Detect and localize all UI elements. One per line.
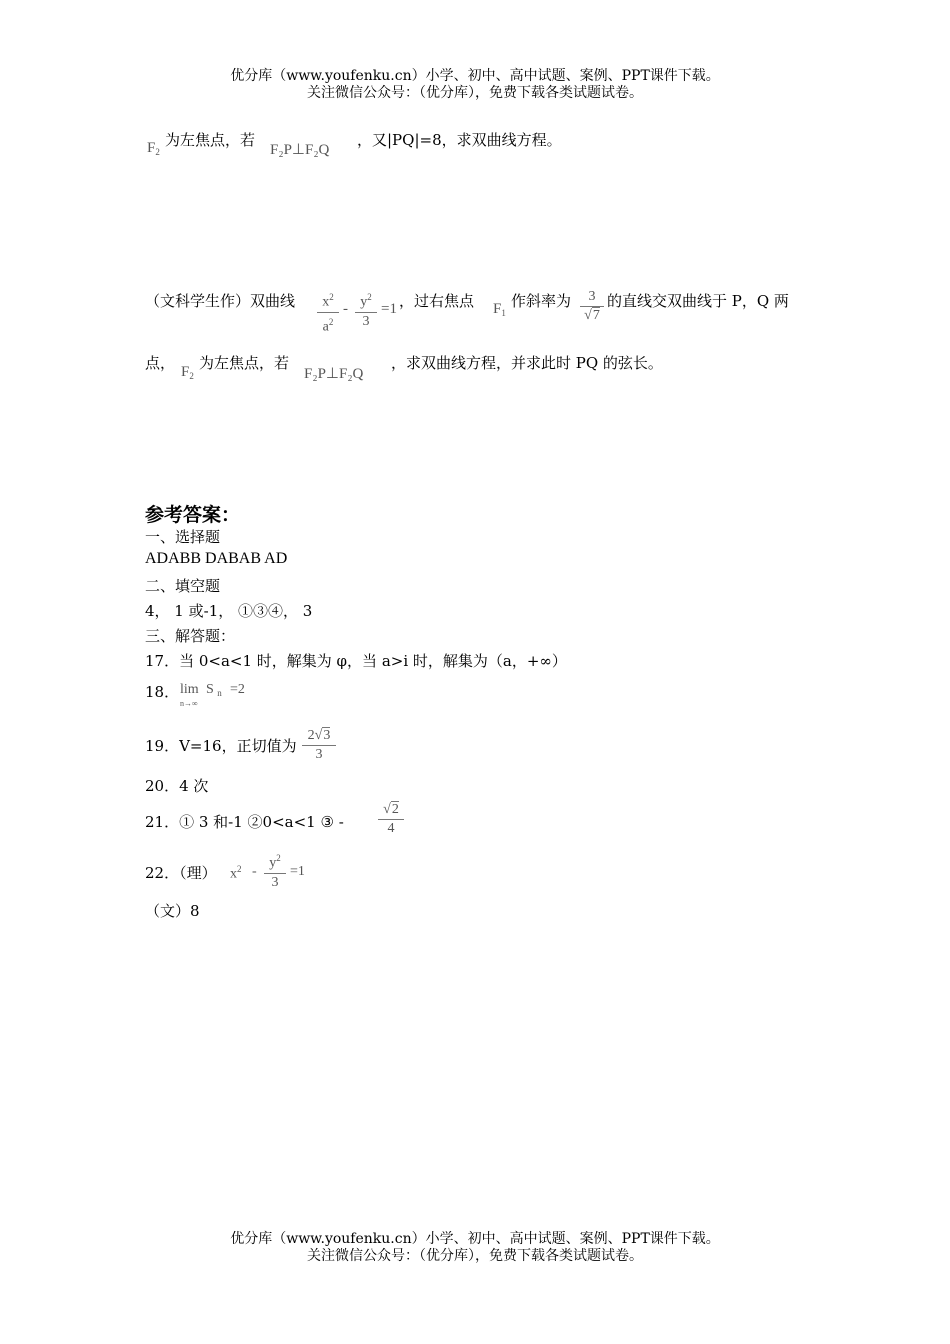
answer-21-fraction: $\frac{√2}{4}$ — [378, 801, 404, 838]
f2-symbol: $F_2$ — [147, 140, 160, 157]
wen-slope-text: 作斜率为 — [511, 292, 572, 310]
answer-22-minus: - — [252, 864, 257, 879]
equals-one: =1 — [381, 301, 397, 317]
answer-22-rhs: =1 — [290, 864, 305, 879]
answer-22-wen: （文）8 — [145, 902, 200, 920]
page-header — [0, 68, 950, 102]
perp-condition: F₂P⊥F₂Q — [270, 142, 330, 158]
fill-answers: 4， 1 或-1， ①③④， 3 — [145, 602, 313, 620]
answer-19-fraction: $\frac{2√3}{3}$ — [302, 727, 336, 764]
answer-17: 17．当 0<a<1 时，解集为 φ，当 a>i 时，解集为（a，+∞） — [145, 652, 567, 670]
header-line-1: 优分库（www.youfenku.cn）小学、初中、高中试题、案例、PPT课件下载。 — [230, 68, 720, 84]
f1-symbol: $F_1$ — [493, 301, 506, 318]
answer-heading: 参考答案： — [145, 504, 241, 526]
wen-end-text: ，求双曲线方程，并求此时 PQ 的弦长。 — [391, 354, 663, 372]
answer-22-fraction: $\frac{y^2}{3}$ — [264, 849, 286, 892]
limit-expression: lim n→∞ — [180, 682, 199, 708]
wen-left-focus-text: 为左焦点，若 — [199, 354, 290, 372]
wen-line-text: 的直线交双曲线于 P，Q 两 — [607, 292, 789, 310]
fraction-y2-3: $\frac{y^2}{3}$ — [355, 288, 377, 331]
answer-21-label: 21．① 3 和-1 ②0<a<1 ③ - — [145, 813, 344, 831]
footer-line-1: 优分库（www.youfenku.cn）小学、初中、高中试题、案例、PPT课件下载。 — [230, 1231, 720, 1247]
perp-condition-2: F₂P⊥F₂Q — [304, 366, 364, 382]
wen-focus-text: ，过右焦点 — [399, 292, 475, 310]
wen-lead: （文科学生作）双曲线 — [145, 292, 296, 310]
problem-text-1: 为左焦点，若 — [165, 131, 256, 149]
answer-18-label: 18． — [145, 683, 180, 701]
slope-fraction: $\frac{3}{√7}$ — [580, 288, 604, 325]
section-choice: 一、选择题 — [145, 528, 221, 546]
answer-19-label: 19．V=16，正切值为 — [145, 737, 297, 755]
fraction-x2-a2: $\frac{x^2}{a^2}$ — [317, 288, 339, 336]
choice-answers: ADABB DABAB AD — [145, 550, 288, 567]
page-footer — [0, 1231, 950, 1265]
minus-sign: - — [343, 301, 348, 317]
x-squared: $x^2$ — [230, 864, 242, 882]
section-fill: 二、填空题 — [145, 577, 221, 595]
problem-text-2: ，又|PQ|=8，求双曲线方程。 — [357, 131, 562, 149]
wen-points-text: 点， — [145, 354, 176, 372]
header-line-2: 关注微信公众号：（优分库），免费下载各类试题试卷。 — [307, 85, 643, 101]
footer-line-2: 关注微信公众号：（优分库），免费下载各类试题试卷。 — [307, 1248, 643, 1264]
f2-symbol-2: $F_2$ — [181, 364, 194, 381]
answer-18-value: =2 — [230, 682, 245, 697]
answer-22-label: 22．（理） — [145, 864, 217, 882]
sequence-sum: S $_n$ — [206, 682, 222, 698]
section-solve: 三、解答题： — [145, 627, 236, 645]
answer-20: 20．4 次 — [145, 777, 209, 795]
